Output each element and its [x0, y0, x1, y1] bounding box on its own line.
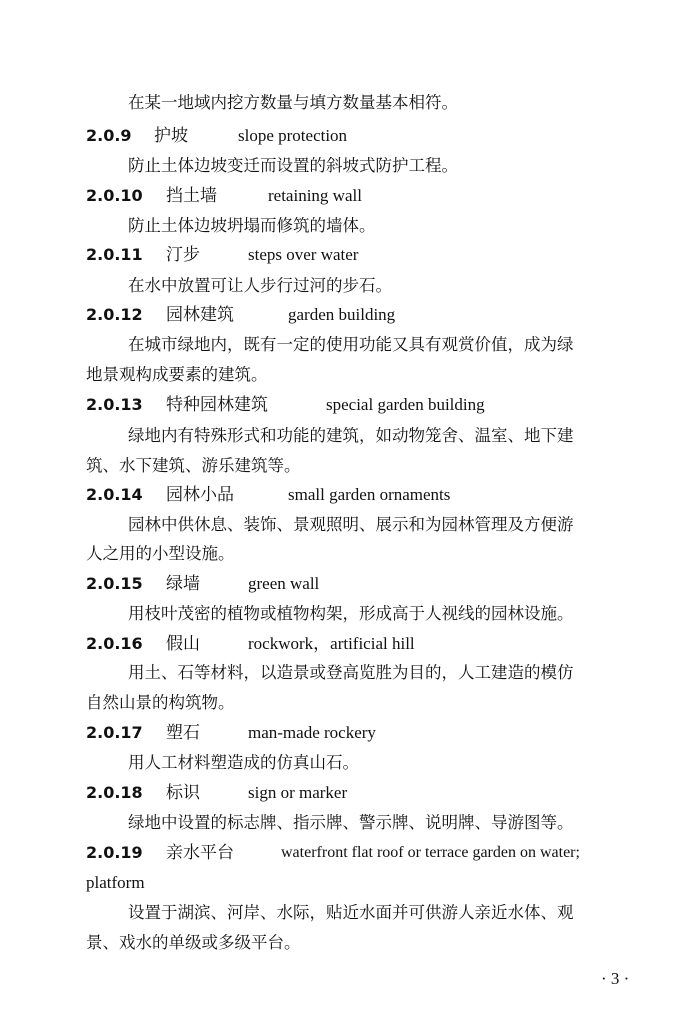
term-english: steps over water — [248, 245, 359, 264]
term-english: green wall — [248, 574, 320, 593]
term-description: 筑、水下建筑、游乐建筑等。 — [86, 456, 301, 475]
term-chinese: 塑石 — [166, 723, 200, 743]
term-english: man-made rockery — [248, 723, 376, 742]
term-chinese: 园林建筑 — [166, 305, 234, 325]
term-english-continued: platform — [86, 873, 145, 892]
term-description: 在水中放置可让人步行过河的步石。 — [128, 276, 392, 295]
term-english: special garden building — [326, 395, 485, 414]
term-description: 人之用的小型设施。 — [86, 544, 235, 563]
term-description: 防止土体边坡变迁而设置的斜坡式防护工程。 — [128, 156, 458, 175]
term-english: slope protection — [238, 126, 348, 145]
term-chinese: 假山 — [166, 634, 200, 654]
term-number: 2.0.19 — [86, 843, 143, 862]
term-number: 2.0.17 — [86, 723, 143, 742]
term-number: 2.0.18 — [86, 783, 143, 802]
term-description: 园林中供休息、装饰、景观照明、展示和为园林管理及方便游 — [128, 515, 574, 534]
term-description: 地景观构成要素的建筑。 — [86, 365, 268, 384]
term-number: 2.0.14 — [86, 485, 143, 504]
term-description: 用人工材料塑造成的仿真山石。 — [128, 753, 359, 772]
term-description: 绿地内有特殊形式和功能的建筑，如动物笼舍、温室、地下建 — [128, 426, 574, 445]
term-description: 用土、石等材料，以造景或登高览胜为目的，人工建造的模仿 — [128, 663, 574, 682]
term-number: 2.0.10 — [86, 186, 143, 205]
term-description: 自然山景的构筑物。 — [86, 693, 235, 712]
term-number: 2.0.13 — [86, 395, 143, 414]
term-chinese: 特种园林建筑 — [166, 395, 268, 415]
term-description: 绿地中设置的标志牌、指示牌、警示牌、说明牌、导游图等。 — [128, 813, 574, 832]
term-chinese: 绿墙 — [166, 574, 200, 594]
term-number: 2.0.16 — [86, 634, 143, 653]
term-english: small garden ornaments — [288, 485, 451, 504]
term-description: 设置于湖滨、河岸、水际，贴近水面并可供游人亲近水体、观 — [128, 903, 574, 922]
term-number: 2.0.15 — [86, 574, 143, 593]
term-chinese: 挡土墙 — [166, 186, 217, 206]
term-number: 2.0.11 — [86, 245, 143, 264]
term-chinese: 汀步 — [166, 245, 200, 265]
term-number: 2.0.9 — [86, 126, 132, 145]
term-description: 景、戏水的单级或多级平台。 — [86, 933, 301, 952]
term-chinese: 护坡 — [154, 126, 188, 146]
intro-text: 在某一地域内挖方数量与填方数量基本相符。 — [128, 93, 458, 112]
term-chinese: 标识 — [166, 783, 200, 803]
term-english: waterfront flat roof or terrace garden on water; — [281, 844, 580, 861]
term-english: rockwork，artificial hill — [248, 634, 415, 653]
term-description: 防止土体边坡坍塌而修筑的墙体。 — [128, 216, 376, 235]
term-english: retaining wall — [268, 186, 362, 205]
term-description: 在城市绿地内，既有一定的使用功能又具有观赏价值，成为绿 — [128, 335, 574, 354]
page-number: · 3 · — [601, 969, 630, 988]
term-english: sign or marker — [248, 783, 348, 802]
term-chinese: 园林小品 — [166, 485, 234, 505]
term-english: garden building — [288, 305, 396, 324]
term-description: 用枝叶茂密的植物或植物构架，形成高于人视线的园林设施。 — [128, 604, 574, 623]
term-number: 2.0.12 — [86, 305, 143, 324]
term-chinese: 亲水平台 — [166, 843, 234, 863]
